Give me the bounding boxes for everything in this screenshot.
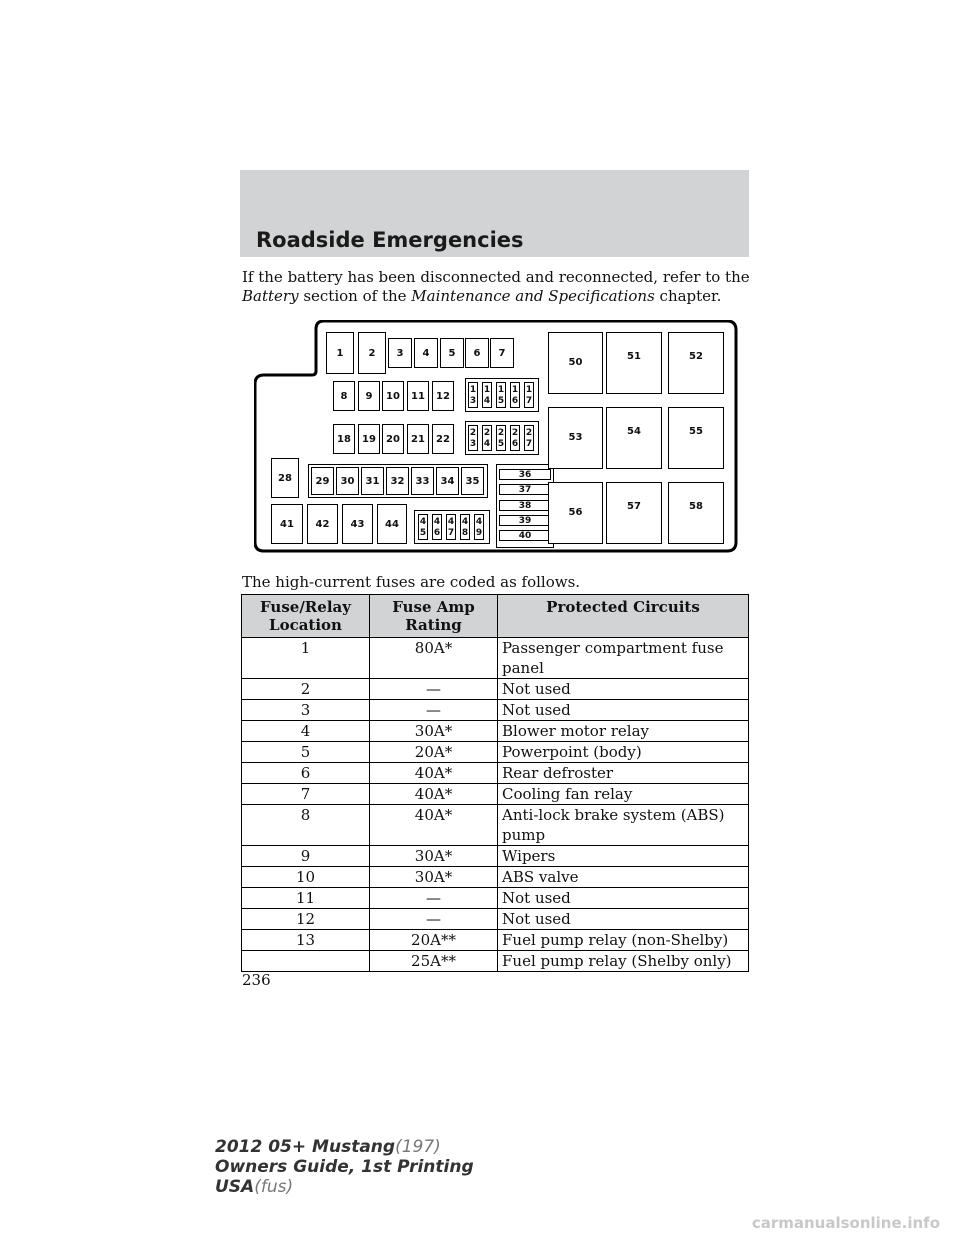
cell-location: 2 [242,679,370,700]
cell-protected-circuit: Powerpoint (body) [498,742,749,763]
footer-region: USA [215,1177,255,1197]
mini-fuse-digit: 2 [483,428,491,438]
cell-amp-rating: 20A** [370,930,498,951]
table-row [242,930,749,951]
fuse-9: 9 [358,381,380,411]
cell-location: 5 [242,742,370,763]
mini-fuse-40: 40 [499,530,551,541]
fuse-4: 4 [414,338,438,368]
cell-protected-circuit: Passenger compartment fuse panel [498,638,749,679]
cell-location: 7 [242,784,370,805]
mini-fuse-digit: 2 [497,428,505,438]
cell-protected-circuit: Fuel pump relay (Shelby only) [498,951,749,972]
mini-fuse-digit: 4 [461,517,469,527]
mini-fuse-digit: 9 [475,528,483,538]
mini-fuse-digit: 1 [483,385,491,395]
cell-location: 6 [242,763,370,784]
watermark: carmanualsonline.info [751,1214,940,1232]
cell-location: 3 [242,700,370,721]
fuse-2: 2 [358,332,386,374]
relay-55: 55 [668,407,724,469]
fuse-box-diagram [254,320,738,554]
mini-fuse-16 [510,382,520,408]
mini-fuse-digit: 4 [419,517,427,527]
mini-fuse-15 [496,382,506,408]
cell-amp-rating: — [370,700,498,721]
cell-amp-rating: 25A** [370,951,498,972]
mini-fuse-digit: 6 [511,396,519,406]
cell-protected-circuit: Not used [498,909,749,930]
mini-fuse-26 [510,425,520,451]
mini-fuse-digit: 2 [469,428,477,438]
cell-location: 9 [242,846,370,867]
cell-amp-rating: — [370,679,498,700]
fuse-table [241,594,749,972]
mini-fuse-digit: 4 [483,439,491,449]
mini-fuse-46 [432,514,442,540]
mini-fuse-digit: 5 [497,396,505,406]
intro-end: chapter. [659,287,722,305]
mini-fuse-39: 39 [499,515,551,526]
fuse-42: 42 [307,504,338,544]
mini-fuse-digit: 4 [475,517,483,527]
footer-page-code: (197) [395,1137,441,1157]
fuse-11: 11 [407,381,429,411]
cell-amp-rating: 30A* [370,867,498,888]
mini-fuse-47 [446,514,456,540]
table-row [242,763,749,784]
fuse-10: 10 [382,381,404,411]
fuse-19: 19 [358,424,380,454]
fuse-29: 29 [311,467,334,495]
table-row [242,867,749,888]
fuse-41: 41 [271,504,303,544]
fuse-3: 3 [388,338,412,368]
table-row [242,846,749,867]
mini-fuse-digit: 1 [497,385,505,395]
fuse-21: 21 [407,424,429,454]
mini-fuse-17 [524,382,534,408]
cell-amp-rating: 40A* [370,763,498,784]
intro-paragraph [242,268,752,306]
fuse-34: 34 [436,467,459,495]
cell-protected-circuit: Not used [498,700,749,721]
mini-fuse-27 [524,425,534,451]
cell-protected-circuit: Anti-lock brake system (ABS) pump [498,805,749,846]
mini-fuse-digit: 1 [469,385,477,395]
fuse-33: 33 [411,467,434,495]
mini-fuse-digit: 6 [433,528,441,538]
fuse-32: 32 [386,467,409,495]
mini-fuse-digit: 4 [483,396,491,406]
cell-protected-circuit: Fuel pump relay (non-Shelby) [498,930,749,951]
relay-56: 56 [548,482,603,544]
mini-fuse-digit: 8 [461,528,469,538]
page-number: 236 [242,971,271,989]
cell-protected-circuit: Rear defroster [498,763,749,784]
cell-protected-circuit: Not used [498,888,749,909]
footer-printing: Owners Guide, 1st Printing [215,1157,474,1177]
mini-fuse-37: 37 [499,484,551,495]
relay-58: 58 [668,482,724,544]
cell-protected-circuit: Wipers [498,846,749,867]
table-header-row [242,595,749,638]
mini-fuse-48 [460,514,470,540]
cell-amp-rating: — [370,909,498,930]
fuse-30: 30 [336,467,359,495]
footer-lang-code: (fus) [254,1177,294,1197]
fuse-20: 20 [382,424,404,454]
intro-line1: If the battery has been disconnected and reconnected, refer to the [242,268,750,286]
fuse-35: 35 [461,467,484,495]
table-row [242,888,749,909]
cell-amp-rating: — [370,888,498,909]
mini-fuse-14 [482,382,492,408]
fuse-8: 8 [333,381,355,411]
fuse-18: 18 [333,424,355,454]
cell-location: 4 [242,721,370,742]
mini-fuse-38: 38 [499,500,551,511]
cell-location: 8 [242,805,370,846]
cell-protected-circuit: Cooling fan relay [498,784,749,805]
mini-fuse-digit: 2 [511,428,519,438]
mini-fuse-24 [482,425,492,451]
battery-reference: Battery [242,287,299,305]
cell-location [242,951,370,972]
table-row [242,638,749,679]
cell-protected-circuit: Blower motor relay [498,721,749,742]
cell-amp-rating: 80A* [370,638,498,679]
mini-fuse-digit: 5 [419,528,427,538]
mini-fuse-digit: 3 [469,439,477,449]
mini-fuse-digit: 7 [525,396,533,406]
relay-50: 50 [548,332,603,394]
mini-fuse-digit: 1 [511,385,519,395]
header-amp-rating: Fuse Amp Rating [370,595,498,638]
mini-fuse-13 [468,382,478,408]
cell-location: 1 [242,638,370,679]
table-row [242,679,749,700]
table-row [242,721,749,742]
mini-fuse-digit: 6 [511,439,519,449]
cell-protected-circuit: Not used [498,679,749,700]
table-row [242,742,749,763]
cell-location: 11 [242,888,370,909]
fuse-5: 5 [440,338,464,368]
mini-fuse-49 [474,514,484,540]
table-row [242,700,749,721]
fuse-28: 28 [271,458,299,498]
cell-location: 10 [242,867,370,888]
cell-amp-rating: 30A* [370,846,498,867]
cell-amp-rating: 30A* [370,721,498,742]
footer [215,1137,474,1197]
cell-location: 12 [242,909,370,930]
mini-fuse-23 [468,425,478,451]
table-row [242,805,749,846]
fuse-7: 7 [490,338,514,368]
relay-57: 57 [606,482,662,544]
mini-fuse-digit: 4 [433,517,441,527]
fuse-44: 44 [377,504,407,544]
mini-fuse-digit: 7 [447,528,455,538]
page-title: Roadside Emergencies [256,228,524,252]
chapter-reference: Maintenance and Specifications [411,287,655,305]
fuse-31: 31 [361,467,384,495]
cell-amp-rating: 40A* [370,805,498,846]
relay-51: 51 [606,332,662,394]
table-caption: The high-current fuses are coded as follows. [242,573,581,591]
mini-fuse-36: 36 [499,469,551,480]
fuse-22: 22 [432,424,454,454]
fuse-12: 12 [432,381,454,411]
mini-fuse-digit: 5 [497,439,505,449]
mini-fuse-digit: 3 [469,396,477,406]
intro-middle: section of the [303,287,407,305]
table-row [242,951,749,972]
table-row [242,909,749,930]
mini-fuse-25 [496,425,506,451]
table-row [242,784,749,805]
mini-fuse-digit: 4 [447,517,455,527]
relay-53: 53 [548,407,603,469]
mini-fuse-digit: 2 [525,428,533,438]
mini-fuse-digit: 1 [525,385,533,395]
cell-protected-circuit: ABS valve [498,867,749,888]
header-protected-circuits: Protected Circuits [498,595,749,638]
fuse-6: 6 [465,338,489,368]
fuse-1: 1 [326,332,354,374]
header-location: Fuse/Relay Location [242,595,370,638]
fuse-43: 43 [342,504,373,544]
cell-amp-rating: 40A* [370,784,498,805]
cell-location: 13 [242,930,370,951]
relay-54: 54 [606,407,662,469]
footer-model: 2012 05+ Mustang [215,1137,396,1157]
mini-fuse-45 [418,514,428,540]
mini-fuse-digit: 7 [525,439,533,449]
relay-52: 52 [668,332,724,394]
cell-amp-rating: 20A* [370,742,498,763]
